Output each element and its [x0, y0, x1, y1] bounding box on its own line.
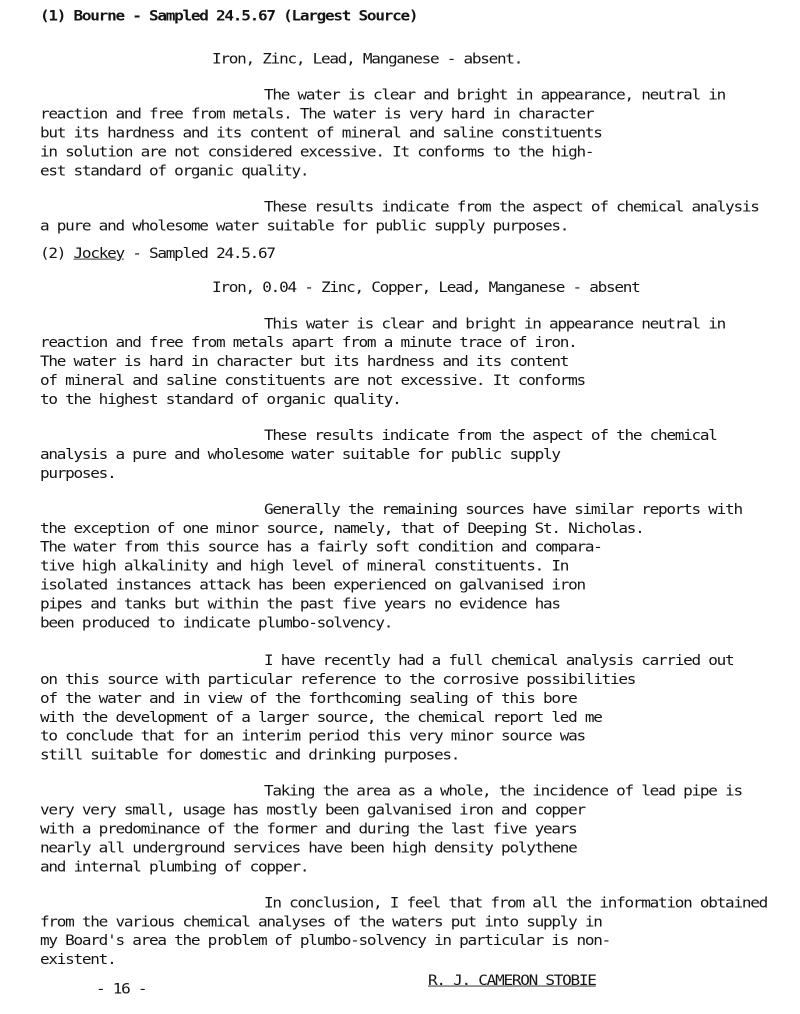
- generally-line-3: The water from this source has a fairly soft condition and compara-: [40, 538, 602, 556]
- recently-line-2: on this source with particular reference to the corrosive possibilities: [40, 671, 636, 688]
- generally-line-1: Generally the remaining sources have similar reports with: [264, 500, 742, 518]
- s1-p1-line-1: The water is clear and bright in appearance, neutral in: [264, 86, 726, 104]
- s1-p1-line-4: in solution are not considered excessive. It conforms to the high-: [40, 143, 594, 160]
- recently-line-4: with the development of a larger source, the chemical report led me: [40, 708, 602, 726]
- generally-line-6: pipes and tanks but within the past five years no evidence has: [40, 595, 560, 612]
- generally-line-4: tive high alkalinity and high level of mineral constituents. In: [40, 557, 569, 575]
- s1-p1-line-5: est standard of organic quality.: [40, 162, 309, 179]
- generally-line-5: isolated instances attack has been experienced on galvanised iron: [40, 576, 585, 593]
- conclusion-line-2: from the various chemical analyses of the waters put into supply in: [40, 913, 602, 930]
- section-1-metals: Iron, Zinc, Lead, Manganese - absent.: [212, 50, 523, 68]
- generally-line-7: been produced to indicate plumbo-solvency.: [40, 614, 393, 631]
- section-2-name: Jockey: [73, 244, 124, 262]
- generally-line-2: the exception of one minor source, namely, that of Deeping St. Nicholas.: [40, 519, 644, 537]
- recently-line-5: to conclude that for an interim period this very minor source was: [40, 727, 585, 745]
- s2-p1-line-1: This water is clear and bright in appearance neutral in: [264, 315, 726, 332]
- conclusion-line-1: In conclusion, I feel that from all the information obtained: [264, 894, 767, 911]
- page-number: - 16 -: [96, 980, 147, 997]
- section-2-number: (2): [40, 244, 66, 262]
- s2-p2-line-1: These results indicate from the aspect of the chemical: [264, 427, 717, 444]
- s2-p1-line-5: to the highest standard of organic quality.: [40, 390, 401, 408]
- section-2-sampled: - Sampled 24.5.67: [132, 244, 275, 262]
- recently-line-1: I have recently had a full chemical analysis carried out: [264, 652, 734, 669]
- section-1-heading: (1) Bourne - Sampled 24.5.67 (Largest Source): [40, 7, 418, 25]
- s1-p2-line-2: a pure and wholesome water suitable for public supply purposes.: [40, 217, 569, 234]
- signature: R. J. CAMERON STOBIE: [428, 971, 596, 989]
- s1-p1-line-2: reaction and free from metals. The water is very hard in character: [40, 105, 594, 123]
- taking-line-2: very very small, usage has mostly been galvanised iron and copper: [40, 801, 585, 819]
- recently-line-3: of the water and in view of the forthcoming sealing of this bore: [40, 690, 577, 707]
- taking-line-5: and internal plumbing of copper.: [40, 858, 309, 875]
- s1-p2-line-1: These results indicate from the aspect of chemical analysis: [264, 198, 759, 215]
- conclusion-line-4: existent.: [40, 951, 116, 968]
- recently-line-6: still suitable for domestic and drinking purposes.: [40, 746, 460, 764]
- s2-p2-line-3: purposes.: [40, 464, 116, 482]
- taking-line-3: with a predominance of the former and during the last five years: [40, 820, 577, 837]
- s2-p2-line-2: analysis a pure and wholesome water suitable for public supply: [40, 445, 560, 463]
- conclusion-line-3: my Board's area the problem of plumbo-solvency in particular is non-: [40, 932, 611, 949]
- s2-p1-line-3: The water is hard in character but its hardness and its content: [40, 353, 569, 370]
- s2-p1-line-2: reaction and free from metals apart from a minute trace of iron.: [40, 334, 577, 351]
- section-2-metals: Iron, 0.04 - Zinc, Copper, Lead, Manganese - absent: [212, 279, 640, 296]
- taking-line-4: nearly all underground services have been high density polythene: [40, 839, 577, 856]
- s1-p1-line-3: but its hardness and its content of mineral and saline constituents: [40, 124, 602, 141]
- taking-line-1: Taking the area as a whole, the incidence of lead pipe is: [264, 782, 742, 800]
- s2-p1-line-4: of mineral and saline constituents are not excessive. It conforms: [40, 372, 585, 389]
